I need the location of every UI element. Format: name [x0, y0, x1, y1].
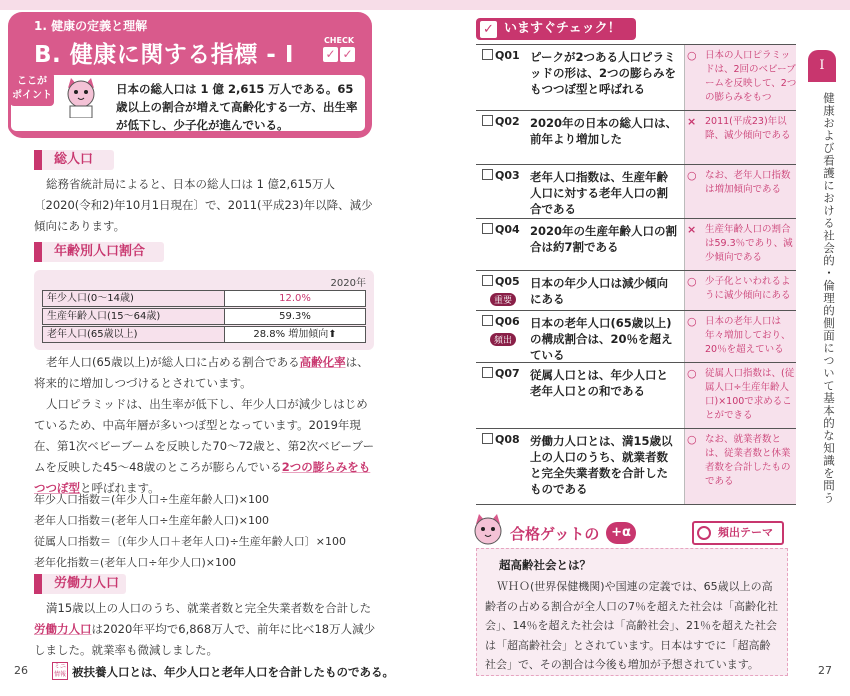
aging-text: は、将来的に増加しつづけるとされています。	[34, 355, 369, 390]
question-text: 2020年の日本の総人口は、前年より増加した	[530, 116, 678, 146]
plus-label: 合格ゲットの	[510, 525, 600, 543]
answer-mark: ○	[687, 275, 697, 288]
checkbox-icon[interactable]	[482, 115, 493, 126]
check-boxes	[322, 36, 356, 62]
question-text: 2020年の生産年齢人口の割合は約7割である	[530, 224, 678, 254]
question-list-bottom	[476, 504, 796, 505]
paragraph-pyramid	[34, 394, 376, 499]
answer-text: なお、老年人口指数は増加傾向である	[705, 170, 791, 195]
question-row	[476, 110, 796, 164]
table-label: 生産年齢人口(15〜64歳)	[43, 309, 225, 324]
answer-text: 生産年齢人口の割合は59.3％であり、減少傾向である	[705, 224, 793, 263]
formula: 老年化指数＝(老年人口÷年少人口)×100	[34, 556, 237, 569]
importance-tag: 重要	[490, 293, 516, 306]
aging-text: 老年人口(65歳以上)が総人口に占める割合である	[46, 355, 300, 369]
question-text: 日本の年少人口は減少傾向にある	[530, 276, 668, 306]
keyword-aging-rate: 高齢化率	[299, 355, 346, 369]
question-number[interactable]: Q04	[482, 223, 520, 236]
point-tag: ここが ポイント	[10, 72, 54, 106]
page-title: B. 健康に関する指標 - I	[34, 42, 294, 68]
footnote: 被扶養人口とは、年少人口と老年人口を合計したものである。	[72, 665, 394, 679]
answer-panel	[684, 271, 796, 310]
answer-panel	[684, 165, 796, 218]
paragraph-total-population: 総務省統計局によると、日本の総人口は 1 億2,615万人〔2020(令和2)年10月1日現在〕で、2011(平成23)年以降、減少傾向にあります。	[34, 177, 373, 233]
plus-badge: +α	[606, 522, 636, 544]
vertical-caption: 健康および看護における社会的・倫理的側面について基本的な知識を問う	[822, 92, 836, 505]
question-row	[476, 218, 796, 270]
check-label: CHECK	[323, 36, 355, 45]
table-row	[42, 326, 366, 343]
checkmark-icon: ✓	[480, 21, 497, 38]
question-number[interactable]: Q07	[482, 367, 520, 380]
age-ratio-table	[34, 270, 374, 350]
answer-panel	[684, 429, 796, 504]
table-label: 老年人口(65歳以上)	[43, 327, 225, 342]
question-row	[476, 362, 796, 428]
labor-text: 満15歳以上の人口のうち、就業者数と完全失業者数を合計した	[46, 601, 372, 615]
page-number-left: 26	[14, 664, 28, 677]
answer-panel	[684, 363, 796, 428]
question-number[interactable]: Q02	[482, 115, 520, 128]
answer-mark: ○	[687, 169, 697, 182]
question-row	[476, 164, 796, 218]
formula-list	[34, 489, 376, 573]
question-number[interactable]: Q08	[482, 433, 520, 446]
table-row	[42, 308, 366, 325]
question-row	[476, 44, 796, 110]
checkbox-icon[interactable]	[482, 223, 493, 234]
chapter-tab: I	[808, 50, 836, 82]
pyramid-text: と呼ばれます。	[80, 481, 160, 495]
answer-panel	[684, 219, 796, 270]
checkbox-icon[interactable]: ✓	[323, 47, 338, 62]
checkbox-icon[interactable]	[482, 275, 493, 286]
checkbox-icon[interactable]	[482, 433, 493, 444]
answer-mark: ○	[687, 367, 697, 380]
question-text: ピークが2つある人口ピラミッドの形は、2つの膨らみをもつつぼ型と呼ばれる	[530, 50, 677, 96]
paragraph-labor	[34, 598, 376, 661]
target-icon	[697, 526, 711, 540]
question-text: 従属人口とは、年少人口と老年人口との和である	[530, 368, 668, 398]
table-value: 12.0%	[279, 293, 311, 304]
table-year: 2020年	[330, 278, 366, 289]
answer-mark: ×	[687, 223, 697, 236]
check-title: いますぐチェック！	[476, 18, 636, 40]
plus-text: ＷＨＯ(世界保健機関)や国連の定義では、65歳以上の高齢者の占める割合が全人口の7％を超えた社会は「高齢化社会」、14％を超えた社会は「高齢社会」、21％を超えた社会は「超高齢社会」とされています。日本はすでに「超高齢社会」で、その割合は今後も増加が予想されています。	[485, 580, 778, 671]
checkbox-icon[interactable]	[482, 49, 493, 60]
formula: 従属人口指数＝〔(年少人口＋老年人口)÷生産年齢人口〕×100	[34, 535, 347, 548]
keyword-labor: 労働力人口	[34, 622, 92, 636]
heading-total-population: 総人口	[34, 150, 114, 170]
formula: 年少人口指数＝(年少人口÷生産年齢人口)×100	[34, 493, 270, 506]
plus-body	[476, 548, 788, 676]
question-text: 労働力人口とは、満15歳以上の人口のうち、就業者数と完全失業者数を合計したものである	[530, 434, 673, 496]
answer-mark: ○	[687, 433, 697, 446]
answer-mark: ×	[687, 115, 697, 128]
answer-text: なお、就業者数とは、従業者数と休業者数を合計したものである	[705, 434, 791, 487]
labor-text: は2020年平均で6,868万人で、前年に比べ18万人減少しました。就業率も微減しました。	[34, 622, 376, 657]
question-number[interactable]: Q06	[482, 315, 520, 328]
answer-text: 少子化といわれるように減少傾向にある	[705, 276, 791, 301]
importance-tag: 頻出	[490, 333, 516, 346]
paragraph-aging	[34, 352, 376, 394]
theme-label: 頻出テーマ	[718, 526, 773, 539]
question-text: 日本の老年人口(65歳以上)の構成割合は、20％を超えている	[530, 316, 673, 362]
checkbox-icon[interactable]: ✓	[340, 47, 355, 62]
formula: 老年人口指数＝(老年人口÷生産年齢人口)×100	[34, 514, 270, 527]
table-label: 年少人口(0〜14歳)	[43, 291, 225, 306]
top-band	[0, 0, 850, 10]
keyword-pyramid: 2つの膨らみをもつつぼ型	[34, 460, 371, 495]
question-row	[476, 270, 796, 310]
table-row	[42, 290, 366, 307]
table-value: 28.8% 増加傾向⬆	[253, 329, 337, 340]
answer-text: 従属人口指数は、(従属人口÷生産年齢人口)×100で求めることができる	[705, 368, 795, 421]
cat-mascot-icon	[470, 512, 506, 548]
mini-info-tag: ミニ情報	[53, 663, 66, 678]
cat-mascot-icon	[62, 74, 100, 118]
answer-mark: ○	[687, 315, 697, 328]
pyramid-text: 人口ピラミッドは、出生率が低下し、年少人口が減少しはじめているため、中高年層が多いつぼ型となっています。2019年現在、第1次ベビーブームを反映した70〜72歳と、第2次ベビーブームを反映した45〜48歳のところが膨らんでいる	[34, 397, 375, 474]
answer-text: 日本の人口ピラミッドは、2回のベビーブームを反映して、2つの膨らみをもつ	[705, 50, 797, 103]
question-row	[476, 428, 796, 504]
answer-mark: ○	[687, 49, 697, 62]
question-number[interactable]: Q03	[482, 169, 520, 182]
answer-text: 日本の老年人口は年々増加しており、20％を超えている	[705, 316, 791, 355]
answer-panel	[684, 45, 796, 110]
point-text: 日本の総人口は 1 億 2,615 万人である。65 歳以上の割合が増えて高齢化する一方、出生率が低下し、少子化が進んでいる。	[116, 82, 358, 132]
table-value: 59.3%	[279, 311, 311, 322]
answer-text: 2011(平成23)年以降、減少傾向である	[705, 116, 791, 141]
question-text: 老年人口指数は、生産年齢人口に対する老年人口の割合である	[530, 170, 668, 216]
answer-panel	[684, 111, 796, 164]
checkbox-icon[interactable]	[482, 315, 493, 326]
checkbox-icon[interactable]	[482, 169, 493, 180]
question-number[interactable]: Q05	[482, 275, 520, 288]
plus-title: 超高齢社会とは？	[499, 558, 591, 572]
heading-labor: 労働力人口	[34, 574, 126, 594]
heading-age-ratio: 年齢別人口割合	[34, 242, 164, 262]
section-label: 1. 健康の定義と理解	[34, 19, 148, 33]
checkbox-icon[interactable]	[482, 367, 493, 378]
answer-panel	[684, 311, 796, 362]
page-number-right: 27	[818, 664, 832, 677]
question-number[interactable]: Q01	[482, 49, 520, 62]
question-row	[476, 310, 796, 362]
